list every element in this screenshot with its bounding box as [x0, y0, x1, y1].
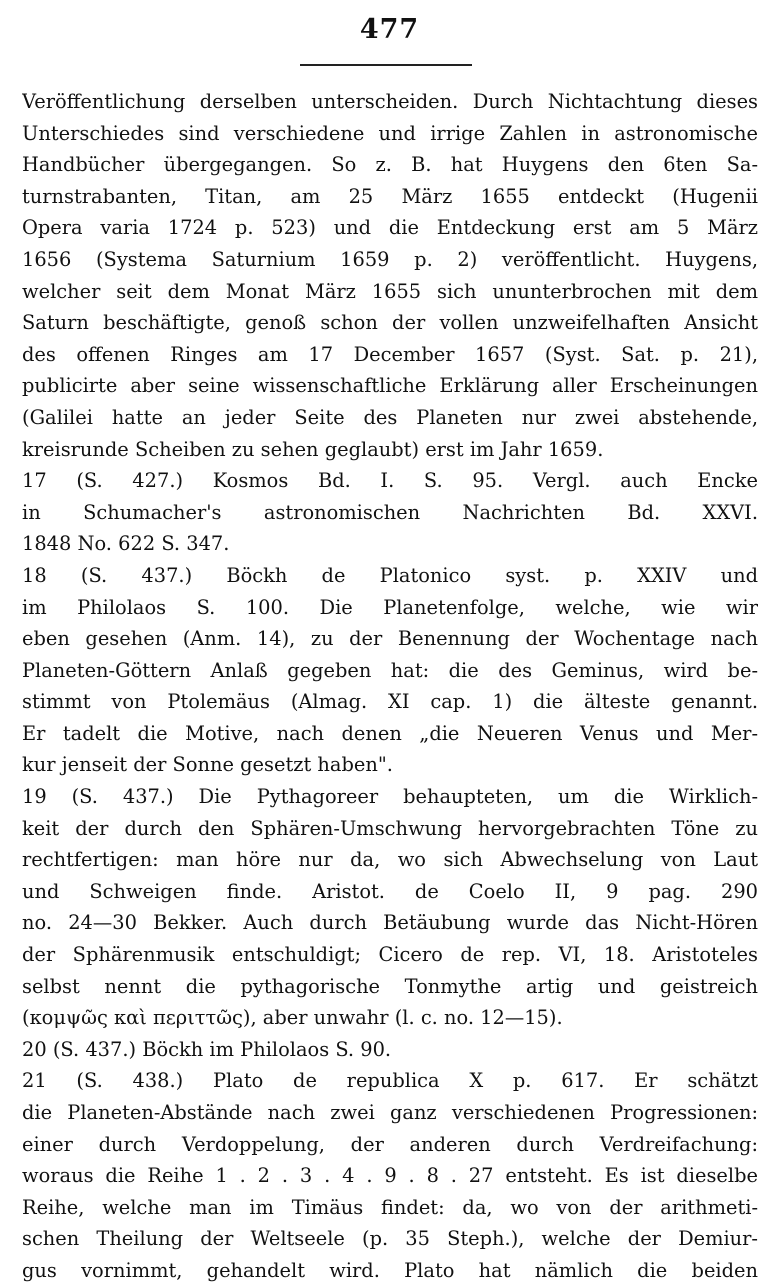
footnote-21-line: 21 (S. 438.) Plato de republica X p. 617. Er schätzt [22, 1069, 758, 1093]
text-line: im Philolaos S. 100. Die Planetenfolge, welche, wie wir [22, 595, 758, 619]
footnote-17-line: 17 (S. 427.) Kosmos Bd. I. S. 95. Vergl. auch Encke [22, 469, 758, 493]
text-line: der Sphärenmusik entschuldigt; Cicero de rep. VI, 18. Aristoteles [22, 943, 758, 967]
text-line: Saturn beschäftigte, genoß schon der vollen unzweifelhaften Ansicht [22, 311, 758, 335]
text-line: (Galilei hatte an jeder Seite des Planeten nur zwei abstehende, [22, 405, 758, 429]
text-line: eben gesehen (Anm. 14), zu der Benennung der Wochentage nach [22, 627, 758, 651]
body-text [22, 86, 758, 1287]
footnote-18-line: 18 (S. 437.) Böckh de Platonico syst. p. XXIV und [22, 563, 758, 587]
text-line: turnstrabanten, Titan, am 25 März 1655 entdeckt (Hugenii [22, 184, 758, 208]
text-line: keit der durch den Sphären-Umschwung hervorgebrachten Töne zu [22, 816, 758, 840]
text-line: in Schumacher's astronomischen Nachrichten Bd. XXVI. [22, 500, 758, 524]
text-line: no. 24—30 Bekker. Auch durch Betäubung wurde das Nicht-Hören [22, 911, 758, 935]
text-line: publicirte aber seine wissenschaftliche Erklärung aller Erscheinungen [22, 374, 758, 398]
text-line: schen Theilung der Weltseele (p. 35 Steph.), welche der Demiur- [22, 1227, 758, 1251]
footnote-20-line: 20 (S. 437.) Böckh im Philolaos S. 90. [22, 1037, 392, 1061]
text-line: und Schweigen finde. Aristot. de Coelo II, 9 pag. 290 [22, 879, 758, 903]
text-line: Er tadelt die Motive, nach denen „die Neueren Venus und Mer- [22, 721, 758, 745]
text-line: rechtfertigen: man höre nur da, wo sich Abwechselung von Laut [22, 848, 758, 872]
text-line: Unterschiedes sind verschiedene und irrige Zahlen in astronomische [22, 121, 758, 145]
text-line: Opera varia 1724 p. 523) und die Entdeckung erst am 5 März [22, 216, 758, 240]
footnote-19-line: 19 (S. 437.) Die Pythagoreer behaupteten, um die Wirklich- [22, 785, 758, 809]
page-number: 477 [359, 14, 420, 45]
text-line: gus vornimmt, gehandelt wird. Plato hat nämlich die beiden [22, 1258, 758, 1282]
text-line: kur jenseit der Sonne gesetzt haben". [22, 753, 393, 777]
text-line: selbst nennt die pythagorische Tonmythe artig und geistreich [22, 974, 758, 998]
text-line: die Planeten-Abstände nach zwei ganz verschiedenen Progressionen: [22, 1101, 758, 1124]
text-line: Planeten-Göttern Anlaß gegeben hat: die des Geminus, wird be- [22, 658, 758, 682]
text-line: 1656 (Systema Saturnium 1659 p. 2) veröffentlicht. Huygens, [22, 247, 758, 271]
text-line: Handbücher übergegangen. So z. B. hat Huygens den 6ten Sa- [22, 153, 758, 177]
text-line: 1848 No. 622 S. 347. [22, 532, 230, 556]
text-line: kreisrunde Scheiben zu sehen geglaubt) erst im Jahr 1659. [22, 437, 604, 461]
text-line: stimmt von Ptolemäus (Almag. XI cap. 1) die älteste genannt. [22, 690, 758, 714]
text-line: des offenen Ringes am 17 December 1657 (Syst. Sat. p. 21), [22, 342, 758, 366]
text-line: (κομψῶς καὶ περιττῶς), aber unwahr (l. c. no. 12—15). [22, 1006, 563, 1030]
text-line: einer durch Verdoppelung, der anderen durch Verdreifachung: [22, 1132, 758, 1156]
text-line: Reihe, welche man im Timäus findet: da, wo von der arithmeti- [22, 1195, 758, 1219]
text-line: Veröffentlichung derselben unterscheiden. Durch Nichtachtung dieses [22, 90, 758, 113]
text-line: woraus die Reihe 1 . 2 . 3 . 4 . 9 . 8 . 27 entsteht. Es ist dieselbe [22, 1164, 758, 1188]
text-line: welcher seit dem Monat März 1655 sich ununterbrochen mit dem [22, 279, 758, 303]
header-rule [300, 64, 472, 66]
